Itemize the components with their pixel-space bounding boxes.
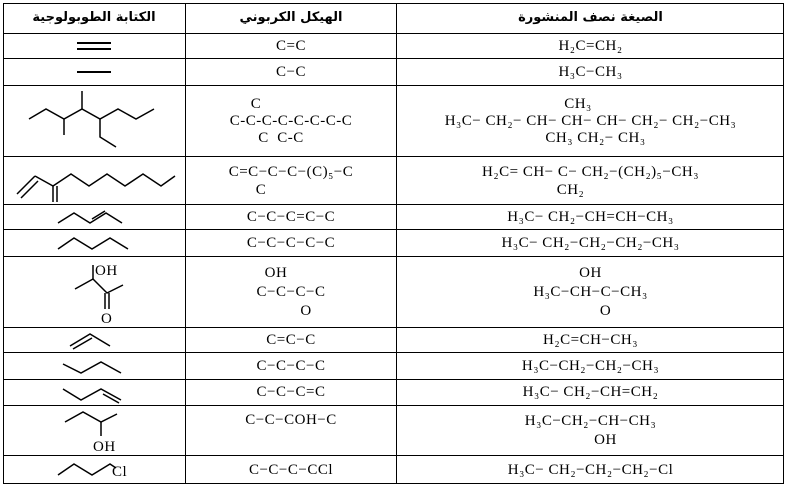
semi-cell <box>397 157 784 204</box>
skeleton-cell <box>186 157 396 204</box>
semi-line: CH₂ <box>556 181 585 198</box>
skeleton-cell: C=C <box>276 37 306 54</box>
skeleton-cell <box>186 86 396 156</box>
o-label: O <box>101 311 113 327</box>
oh-label: OH <box>95 263 118 279</box>
semi-cell: H₃C− CH₂−CH=CH−CH₃ <box>507 208 674 225</box>
skeleton-line: C <box>255 181 267 198</box>
skeleton-line: C <box>250 95 262 112</box>
skeleton-cell: C−C−COH−C <box>245 412 337 428</box>
semi-cell: H₃C−CH₃ <box>558 63 623 80</box>
skeleton-line: C-C-C-C-C-C-C-C <box>229 112 353 129</box>
skeleton-line: C C-C <box>258 129 304 146</box>
semi-cell: H₂C=CH−CH₃ <box>543 331 638 348</box>
skeleton-cell: C−C−C−CCl <box>248 461 334 478</box>
skeleton-cell: C=C−C <box>266 331 316 348</box>
butanol-skeletal-icon <box>3 406 185 455</box>
skeleton-line: C−C−C−C <box>256 283 326 300</box>
semi-cell <box>397 86 784 156</box>
hydroxy-ketone-skeletal-icon <box>3 257 185 327</box>
header-semi: الصيغة نصف المنشورة <box>518 10 663 25</box>
diene-skeletal-icon <box>3 157 185 204</box>
semi-line: CH₃ <box>564 95 592 112</box>
semi-cell: H₃C− CH₂−CH=CH₂ <box>522 384 659 400</box>
semi-line: H₂C= CH− C− CH₂−(CH₂)₅−CH₃ <box>482 163 699 180</box>
semi-cell: H₃C− CH₂−CH₂−CH₂−Cl <box>507 461 674 478</box>
propene-skeletal-icon <box>3 328 185 352</box>
semi-cell: H₂C=CH₂ <box>558 37 623 54</box>
oh-label: OH <box>93 438 116 455</box>
skeleton-cell: C−C−C=C <box>256 384 326 400</box>
skeleton-cell: C−C−C−C <box>256 357 326 374</box>
semi-cell <box>397 406 784 455</box>
semi-line: CH₃ CH₂− CH₃ <box>545 129 646 146</box>
semi-line: O <box>599 302 612 319</box>
skeleton-cell: C−C <box>276 63 306 80</box>
header-skeleton: الهيكل الكربوني <box>239 10 343 25</box>
pentane-skeletal-icon <box>3 230 185 256</box>
pentene-skeletal-icon <box>3 205 185 229</box>
ethene-skeletal-icon <box>3 34 185 58</box>
chlorobutane-skeletal-icon <box>3 456 185 484</box>
skeleton-line: OH <box>264 264 288 281</box>
semi-line: OH <box>579 264 602 281</box>
semi-line: OH <box>594 431 617 448</box>
semi-cell <box>397 257 784 327</box>
skeleton-cell <box>186 257 396 327</box>
semi-line: H₃C−CH−C−CH₃ <box>533 283 648 300</box>
butane-skeletal-icon <box>3 353 185 379</box>
branched-alkane-skeletal-icon <box>3 86 185 156</box>
cl-label: Cl <box>112 464 128 480</box>
skeleton-cell: C−C−C−C−C <box>246 234 336 251</box>
semi-cell: H₃C−CH₂−CH₂−CH₃ <box>521 357 660 374</box>
semi-line: H₃C− CH₂− CH− CH− CH− CH₂− CH₂−CH₃ <box>444 112 737 129</box>
skeleton-line: O <box>300 302 312 319</box>
semi-cell: H₃C− CH₂−CH₂−CH₂−CH₃ <box>501 234 680 251</box>
header-topological: الكتابة الطوبولوجية <box>32 10 156 25</box>
ethane-skeletal-icon <box>3 59 185 85</box>
butene-skeletal-icon <box>3 380 185 405</box>
skeleton-line: C=C−C−C−(C)₅−C <box>228 163 354 180</box>
skeleton-cell: C−C−C=C−C <box>246 208 336 225</box>
semi-line: H₃C−CH₂−CH−CH₃ <box>524 412 657 429</box>
